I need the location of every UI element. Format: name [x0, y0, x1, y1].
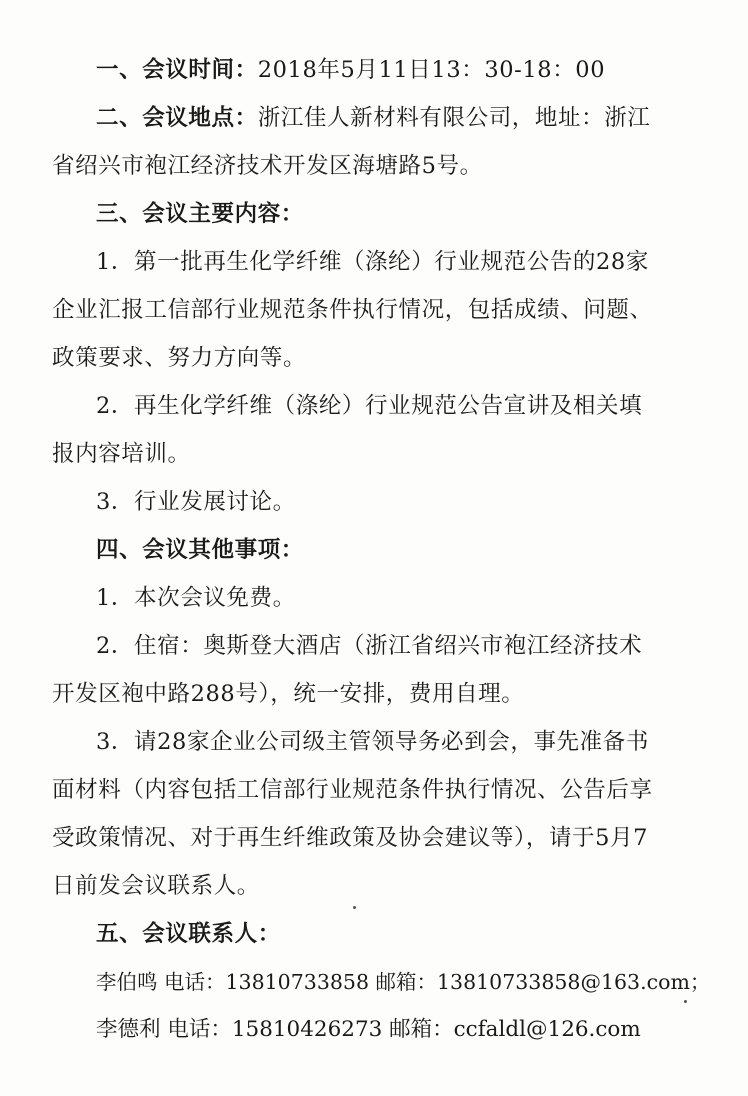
other-item2-line1: 2．住宿：奥斯登大酒店（浙江省绍兴市袍江经济技术 [96, 633, 643, 659]
other-item2-line2: 开发区袍中路288号），统一安排，费用自理。 [52, 681, 525, 707]
contact-2: 李德利 电话：15810426273 邮箱：ccfaldl@126.com [96, 1017, 641, 1042]
content-item1-line2: 企业汇报工信部行业规范条件执行情况，包括成绩、问题、 [52, 297, 653, 323]
meeting-location-line [96, 103, 746, 133]
content-item1-line3: 政策要求、努力方向等。 [52, 345, 307, 371]
other-item3-line1: 3．请28家企业公司级主管领导务必到会，事先准备书 [96, 729, 649, 755]
meeting-time-line [96, 55, 746, 85]
content-item3-line1: 3．行业发展讨论。 [96, 489, 296, 515]
other-item1-line1: 1．本次会议免费。 [96, 585, 296, 611]
meeting-time-value: 2018年5月11日13：30-18：00 [257, 57, 606, 83]
other-item3-line3: 受政策情况、对于再生纤维政策及协会建议等），请于5月7 [52, 825, 649, 851]
content-item1-line1: 1．第一批再生化学纤维（涤纶）行业规范公告的28家 [96, 249, 649, 275]
meeting-location-value-1: 浙江佳人新材料有限公司，地址：浙江 [257, 105, 651, 131]
content-heading: 三、会议主要内容： [96, 201, 304, 227]
meeting-location-label: 二、会议地点： [96, 105, 258, 131]
meeting-time-label: 一、会议时间： [96, 57, 258, 83]
content-item2-line2: 报内容培训。 [52, 441, 191, 467]
scan-speck [684, 1000, 687, 1003]
other-item3-line2: 面材料（内容包括工信部行业规范条件执行情况、公告后享 [52, 777, 653, 803]
scan-speck [353, 906, 356, 909]
contact-1: 李伯鸣 电话：13810733858 邮箱：13810733858@163.com； [96, 970, 711, 994]
other-matters-heading: 四、会议其他事项： [96, 537, 304, 563]
contacts-heading: 五、会议联系人： [96, 921, 281, 947]
meeting-location-value-2: 省绍兴市袍江经济技术开发区海塘路5号。 [52, 153, 483, 179]
other-item3-line4: 日前发会议联系人。 [52, 873, 260, 899]
content-item2-line1: 2．再生化学纤维（涤纶）行业规范公告宣讲及相关填 [96, 393, 643, 419]
